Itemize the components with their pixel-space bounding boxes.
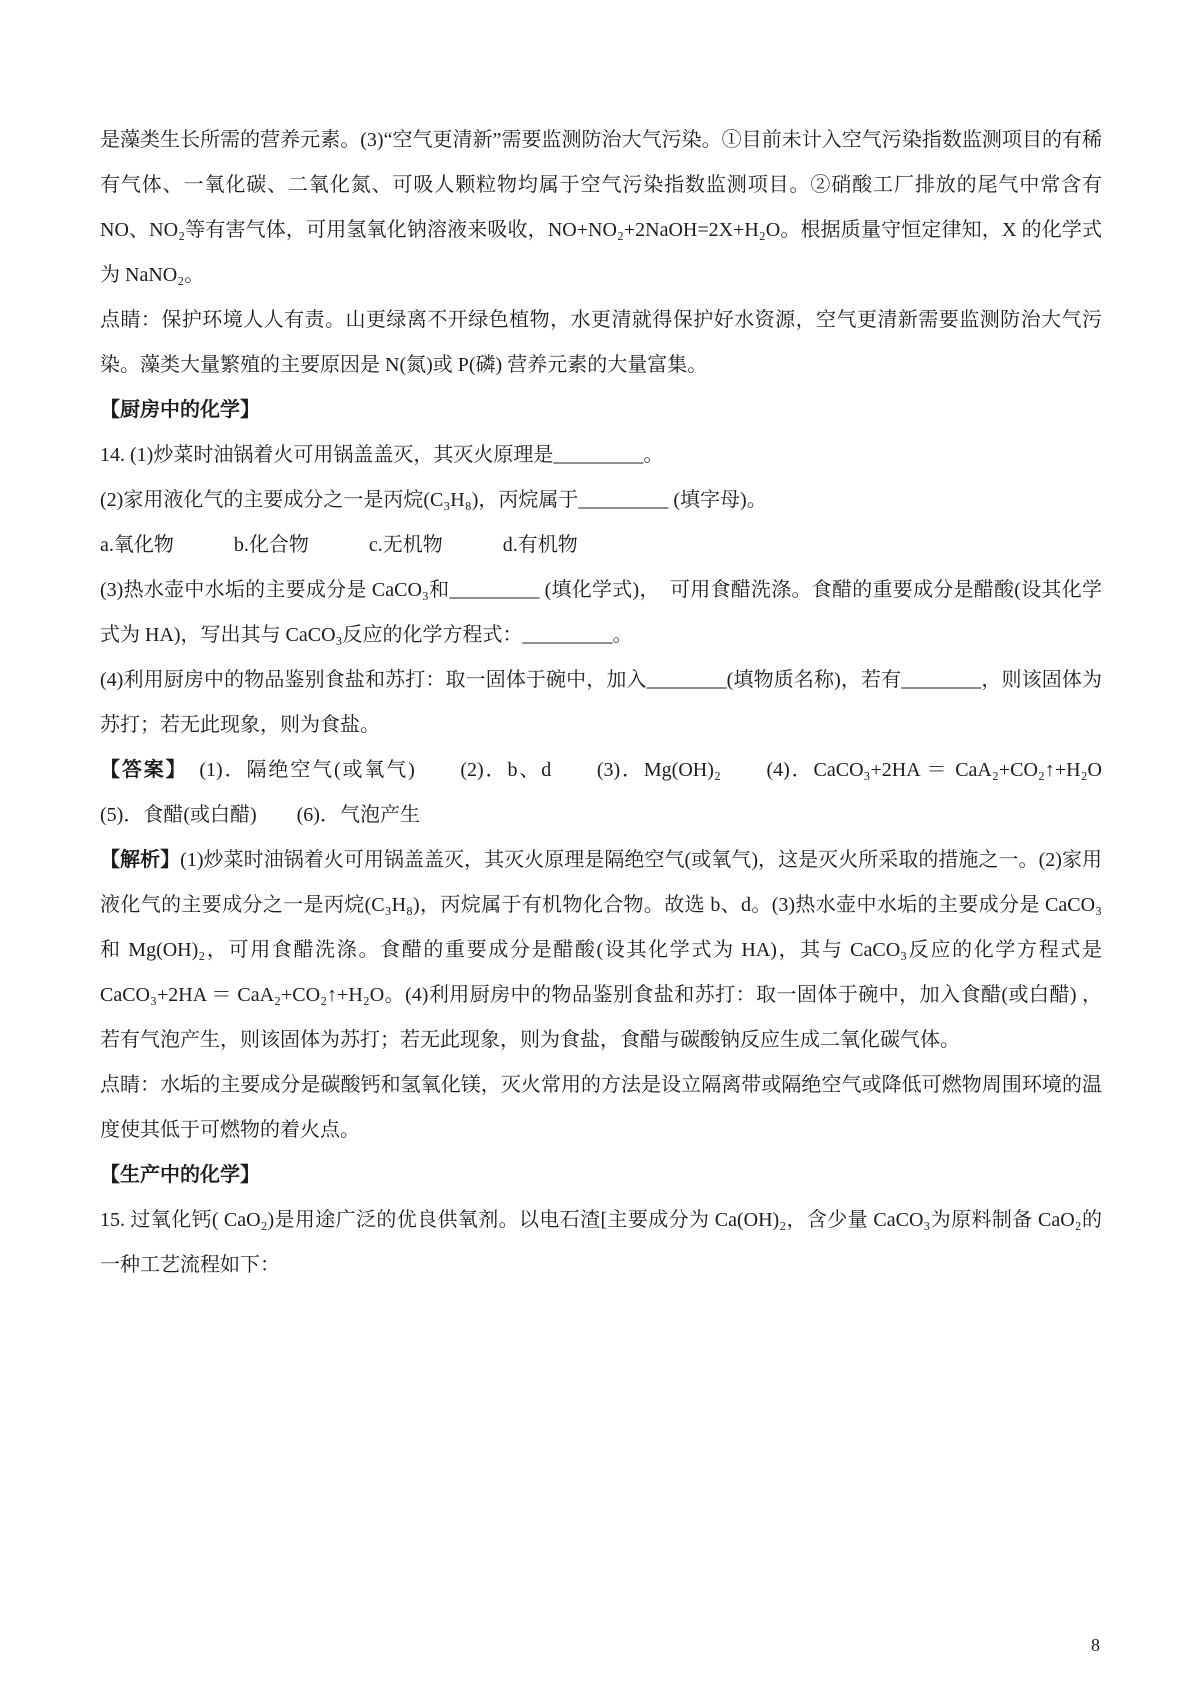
paragraph-text: (2)家用液化气的主要成分之一是丙烷(C₃H₈)，丙烷属于_________ (填字母)。 <box>100 489 767 511</box>
analysis-block <box>100 838 1102 1063</box>
answer-block <box>100 748 1143 838</box>
question-14-options <box>100 523 1102 568</box>
paragraph-dianjing-scale <box>100 1063 1102 1153</box>
question-15-intro <box>100 1198 1102 1288</box>
page-number: 8 <box>1091 1635 1100 1655</box>
section-header-production-chemistry <box>100 1153 1102 1198</box>
paragraph-dianjing-environment <box>100 298 1102 388</box>
section-header-label: 【生产中的化学】 <box>100 1164 260 1186</box>
answer-text: (1)．隔绝空气(或氧气) (2)．b、d (3)．Mg(OH)₂ (4)．CaCO₃+2HA ＝ CaA₂+CO₂↑+H₂O (5)．食醋(或白醋) (6)．气泡产生 <box>100 759 1143 826</box>
paragraph-text: 15. 过氧化钙( CaO₂)是用途广泛的优良供氧剂。以电石渣[主要成分为 Ca(OH)₂，含少量 CaCO₃为原料制备 CaO₂的一种工艺流程如下： <box>100 1209 1102 1276</box>
question-14-part4 <box>100 658 1102 748</box>
question-14-part1 <box>100 433 1102 478</box>
answer-label: 【答案】 <box>100 759 178 781</box>
section-header-kitchen-chemistry <box>100 388 1102 433</box>
paragraph-air-pollution-analysis <box>100 118 1102 298</box>
paragraph-text: 点睛：水垢的主要成分是碳酸钙和氢氧化镁，灭火常用的方法是设立隔离带或隔绝空气或降低可燃物周围环境的温度使其低于可燃物的着火点。 <box>100 1074 1102 1141</box>
paragraph-text: (4)利用厨房中的物品鉴别食盐和苏打：取一固体于碗中，加入________(填物质名称)，若有________，则该固体为苏打；若无此现象，则为食盐。 <box>100 669 1102 736</box>
paragraph-text: 点睛：保护环境人人有责。山更绿离不开绿色植物，水更清就得保护好水资源，空气更清新需要监测防治大气污染。藻类大量繁殖的主要原因是 N(氮)或 P(磷) 营养元素的大量富集。 <box>100 309 1102 376</box>
section-header-label: 【厨房中的化学】 <box>100 399 260 421</box>
paragraph-text: (3)热水壶中水垢的主要成分是 CaCO₃和_________ (填化学式)， 可用食醋洗涤。食醋的重要成分是醋酸(设其化学式为 HA)，写出其与 CaCO₃反应的化学方程式：_________。 <box>100 579 1102 646</box>
paragraph-text: 14. (1)炒菜时油锅着火可用锅盖盖灭，其灭火原理是_________。 <box>100 444 664 466</box>
document-content <box>100 118 1143 1288</box>
question-14-part3 <box>100 568 1102 658</box>
paragraph-text: 是藻类生长所需的营养元素。(3)“空气更清新”需要监测防治大气污染。①目前未计入空气污染指数监测项目的有稀有气体、一氧化碳、二氧化氮、可吸人颗粒物均属于空气污染指数监测项目。②硝酸工厂排放的尾气中常含有 NO、NO₂等有害气体，可用氢氧化钠溶液来吸收，NO+NO₂+2NaOH=2X+H₂O。根据质量守恒定律知，X 的化学式为 NaNO₂。 <box>100 129 1102 286</box>
analysis-label: 【解析】 <box>100 849 181 871</box>
question-14-part2 <box>100 478 1102 523</box>
paragraph-text: a.氧化物 b.化合物 c.无机物 d.有机物 <box>100 534 578 556</box>
analysis-text: (1)炒菜时油锅着火可用锅盖盖灭，其灭火原理是隔绝空气(或氧气)，这是灭火所采取的措施之一。(2)家用液化气的主要成分之一是丙烷(C₃H₈)，丙烷属于有机物化合物。故选 b、d。(3)热水壶中水垢的主要成分是 CaCO₃和 Mg(OH)₂，可用食醋洗涤。食醋的重要成分是醋酸(设其化学式为 HA)，其与 CaCO₃反应的化学方程式是 CaCO₃+2HA ＝ CaA₂+CO₂↑+H₂O。(4)利用厨房中的物品鉴别食盐和苏打：取一固体于碗中，加入食醋(或白醋) ，若有气泡产生，则该固体为苏打；若无此现象，则为食盐，食醋与碳酸钠反应生成二氧化碳气体。 <box>100 849 1103 1051</box>
